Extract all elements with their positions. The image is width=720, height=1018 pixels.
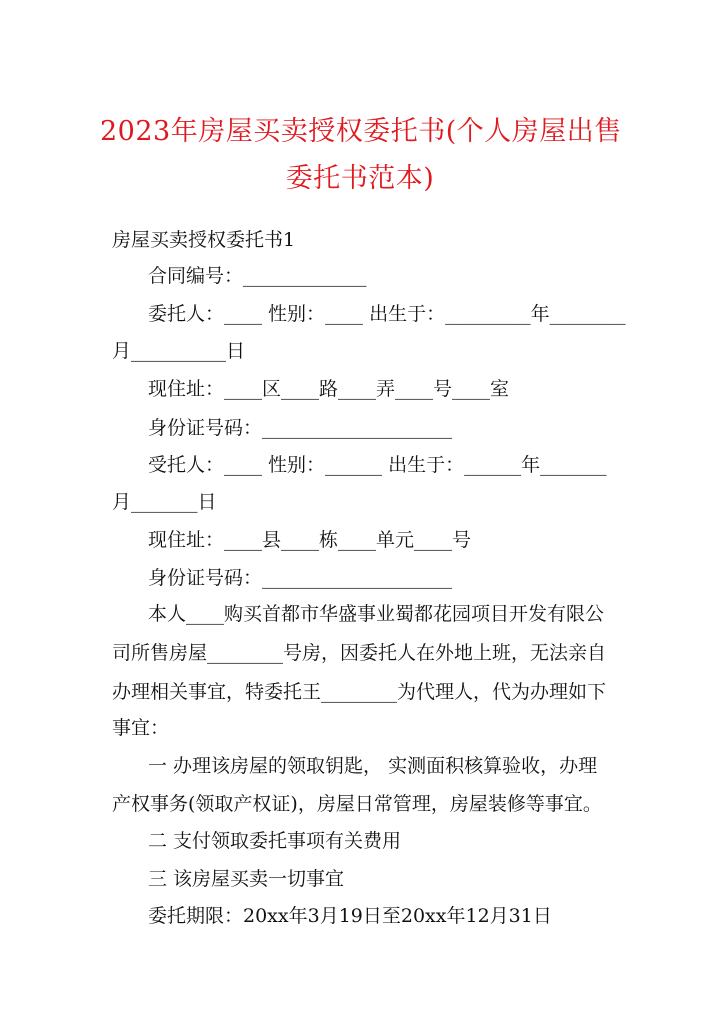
body-paragraph-line-1: 本人____购买首都市华盛事业蜀都花园项目开发有限公 (148, 603, 605, 625)
item-two-line: 二 支付领取委托事项有关费用 (148, 830, 402, 852)
document-title-line-1: 2023年房屋买卖授权委托书(个人房屋出售 (100, 116, 622, 147)
item-three-line: 三 该房屋买卖一切事宜 (148, 868, 345, 890)
agent-info-line-2: 月_______日 (112, 491, 217, 513)
body-paragraph-line-4: 事宜： (112, 717, 170, 739)
agent-info-line-1: 受托人：____ 性别：______ 出生于：______年_______ (148, 454, 607, 476)
document-title-line-2: 委托书范本) (285, 163, 435, 194)
body-paragraph-line-3: 办理相关事宜，特委托王________为代理人，代为办理如下 (112, 681, 607, 703)
item-one-line-1: 一 办理该房屋的领取钥匙， 实测面积核算验收，办理 (148, 755, 598, 777)
agent-id-line: 身份证号码：____________________ (148, 567, 453, 589)
principal-info-line-2: 月__________日 (112, 340, 246, 362)
principal-info-line-1: 委托人：____ 性别：____ 出生于：_________年________ (148, 303, 626, 325)
principal-id-line: 身份证号码：____________________ (148, 417, 453, 439)
subtitle: 房屋买卖授权委托书1 (112, 229, 296, 251)
term-line: 委托期限：20xx年3月19日至20xx年12月31日 (148, 905, 552, 927)
item-one-line-2: 产权事务(领取产权证)，房屋日常管理，房屋装修等事宜。 (112, 793, 602, 815)
principal-address-line: 现住址：____区____路____弄____号____室 (148, 378, 510, 400)
contract-number-line: 合同编号：_____________ (148, 265, 367, 287)
agent-address-line: 现住址：____县____栋____单元____号 (148, 529, 472, 551)
body-paragraph-line-2: 司所售房屋________号房，因委托人在外地上班，无法亲自 (112, 642, 607, 664)
